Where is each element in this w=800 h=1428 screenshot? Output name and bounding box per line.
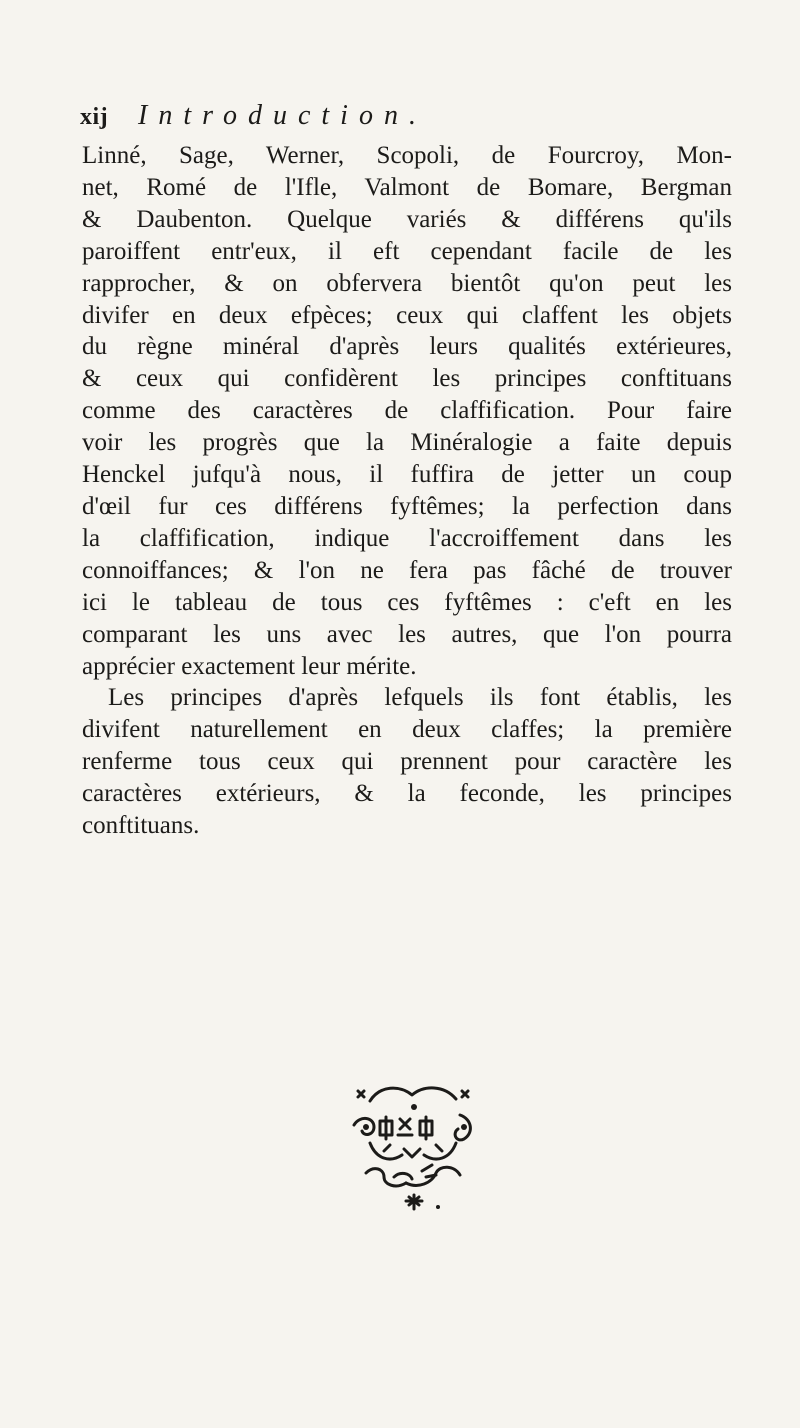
paragraph-1-last-line xyxy=(82,651,732,683)
running-head xyxy=(80,100,720,136)
page-number: xij xyxy=(80,104,109,130)
text-line: d'œil fur ces différens fyftêmes; la perfection dans xyxy=(82,492,732,520)
text-line: renferme tous ceux qui prennent pour caractère les xyxy=(82,748,732,776)
text-line: divifer en deux efpèces; ceux qui claffent les objets xyxy=(82,301,732,329)
text-line: caractères extérieurs, & la feconde, les principes xyxy=(82,780,732,808)
text-line: divifent naturellement en deux claffes; la première xyxy=(82,716,732,744)
text-line: rapprocher, & on obfervera bientôt qu'on peut les xyxy=(82,269,732,297)
text-line: apprécier exactement leur mérite. xyxy=(82,652,417,680)
text-line: net, Romé de l'Ifle, Valmont de Bomare, Bergman xyxy=(82,173,732,201)
text-line: comparant les uns avec les autres, que l'on pourra xyxy=(82,620,732,648)
text-line: Henckel jufqu'à nous, il fuffira de jetter un coup xyxy=(82,461,732,489)
paragraph-2-body xyxy=(82,714,732,810)
text-line: connoiffances; & l'on ne fera pas fâché de trouver xyxy=(82,556,732,584)
text-line: Linné, Sage, Werner, Scopoli, de Fourcroy, Mon- xyxy=(82,142,732,169)
text-line: ici le tableau de tous ces fyftêmes : c'eft en les xyxy=(82,588,732,616)
text-line: du règne minéral d'après leurs qualités extérieures, xyxy=(82,333,732,361)
text-line: & Daubenton. Quelque variés & différens qu'ils xyxy=(82,205,732,233)
text-line: paroiffent entr'eux, il eft cependant facile de les xyxy=(82,237,732,265)
body-text xyxy=(82,140,732,842)
text-line: voir les progrès que la Minéralogie a faite depuis xyxy=(82,429,732,457)
cul-de-lampe-ornament-icon xyxy=(340,1085,490,1215)
text-line: Les principes d'après lefquels ils font établis, les xyxy=(108,684,732,712)
paragraph-2-last-line xyxy=(82,810,732,842)
text-line: la claffification, indique l'accroiffement dans les xyxy=(82,524,732,552)
paragraph-2 xyxy=(82,682,732,714)
text-line: & ceux qui confidèrent les principes conftituans xyxy=(82,365,732,393)
running-title: Introduction. xyxy=(138,100,427,131)
text-line: comme des caractères de claffification. Pour faire xyxy=(82,397,732,425)
text-line: conftituans. xyxy=(82,812,200,840)
paragraph-1 xyxy=(82,140,732,651)
